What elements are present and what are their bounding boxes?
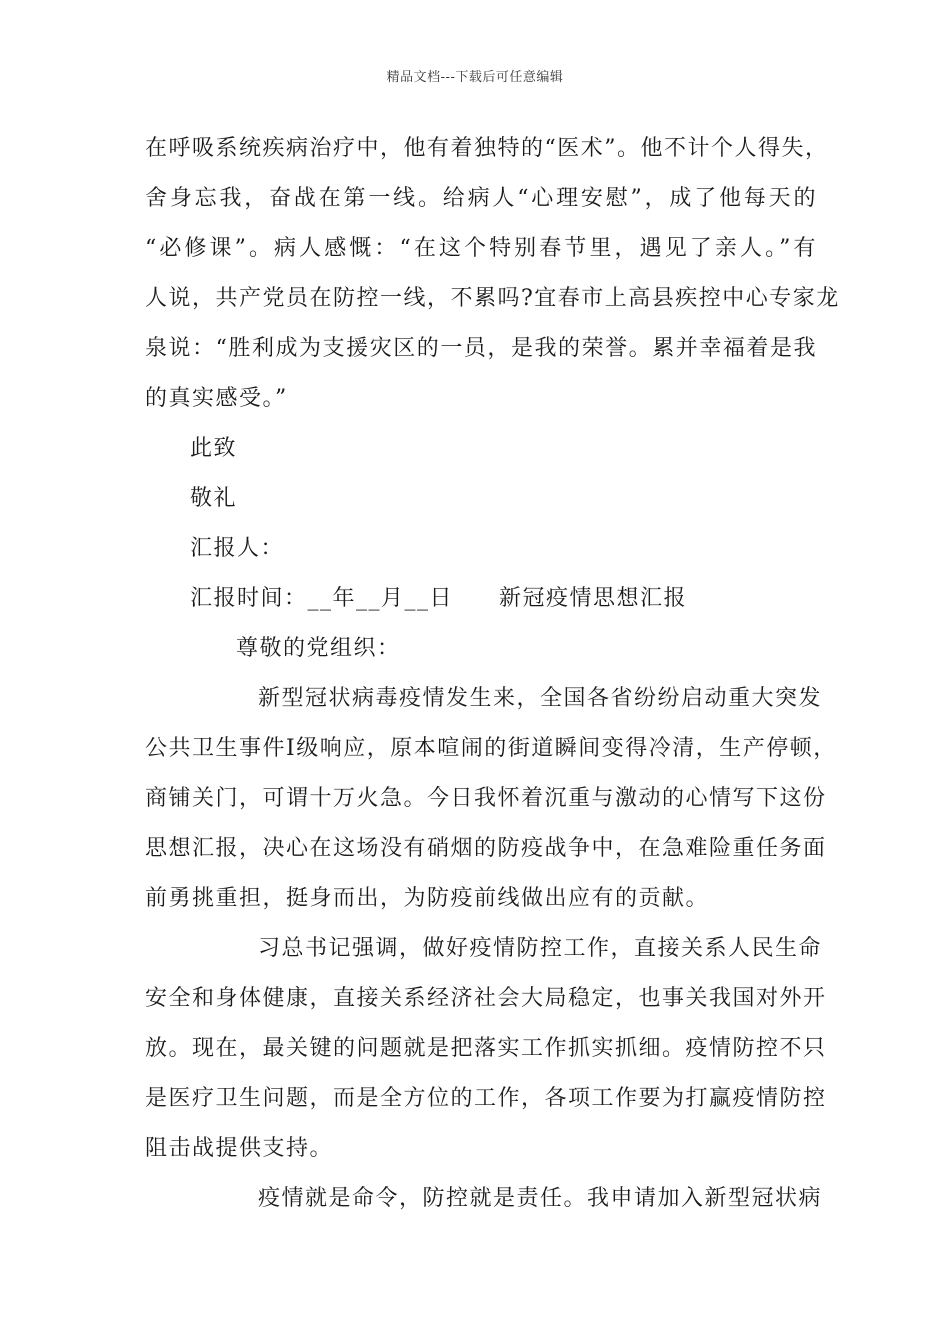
paragraph-line: 阻击战提供支持。 — [145, 1136, 334, 1161]
paragraph-line: 习总书记强调，做好疫情防控工作，直接关系人民生命 — [258, 936, 823, 961]
paragraph-line: 放。现在，最关键的问题就是把落实工作抓实抓细。疫情防控不只 — [145, 1036, 827, 1061]
closing-ci-zhi: 此致 — [190, 436, 238, 461]
closing-jing-li: 敬礼 — [190, 486, 238, 511]
paragraph-line: 公共卫生事件Ⅰ级响应，原本喧闹的街道瞬间变得冷清，生产停顿， — [145, 736, 837, 761]
paragraph-line: 人说，共产党员在防控一线，不累吗?宜春市上高县疾控中心专家龙 — [145, 286, 840, 311]
paragraph-line: 舍身忘我，奋战在第一线。给病人“心理安慰”，成了他每天的 — [145, 186, 817, 211]
paragraph-line: 是医疗卫生问题，而是全方位的工作，各项工作要为打赢疫情防控 — [145, 1086, 827, 1111]
paragraph-line: 的真实感受。” — [145, 386, 288, 411]
paragraph-line: 商铺关门，可谓十万火急。今日我怀着沉重与激动的心情写下这份 — [145, 786, 827, 811]
paragraph-line: 泉说：“胜利成为支援灾区的一员，是我的荣誉。累并幸福着是我 — [145, 336, 817, 361]
report-time: 汇报时间：__年__月__日 — [190, 586, 454, 611]
reporter-label: 汇报人： — [190, 536, 285, 561]
report-time-row — [190, 584, 687, 614]
page-header: 精品文档---下载后可任意编辑 — [386, 70, 564, 85]
paragraph-line: 思想汇报，决心在这场没有硝烟的防疫战争中，在急难险重任务面 — [145, 836, 827, 861]
paragraph-line: “必修课”。病人感慨：“在这个特别春节里，遇见了亲人。”有 — [145, 236, 817, 261]
salutation: 尊敬的党组织： — [236, 636, 401, 661]
document-title: 新冠疫情思想汇报 — [499, 586, 688, 611]
paragraph-line: 疫情就是命令，防控就是责任。我申请加入新型冠状病 — [258, 1186, 823, 1211]
paragraph-line: 在呼吸系统疾病治疗中，他有着独特的“医术”。他不计个人得失， — [145, 136, 829, 161]
paragraph-line: 前勇挑重担，挺身而出，为防疫前线做出应有的贡献。 — [145, 886, 710, 911]
paragraph-line: 安全和身体健康，直接关系经济社会大局稳定，也事关我国对外开 — [145, 986, 827, 1011]
paragraph-line: 新型冠状病毒疫情发生来，全国各省纷纷启动重大突发 — [258, 686, 823, 711]
